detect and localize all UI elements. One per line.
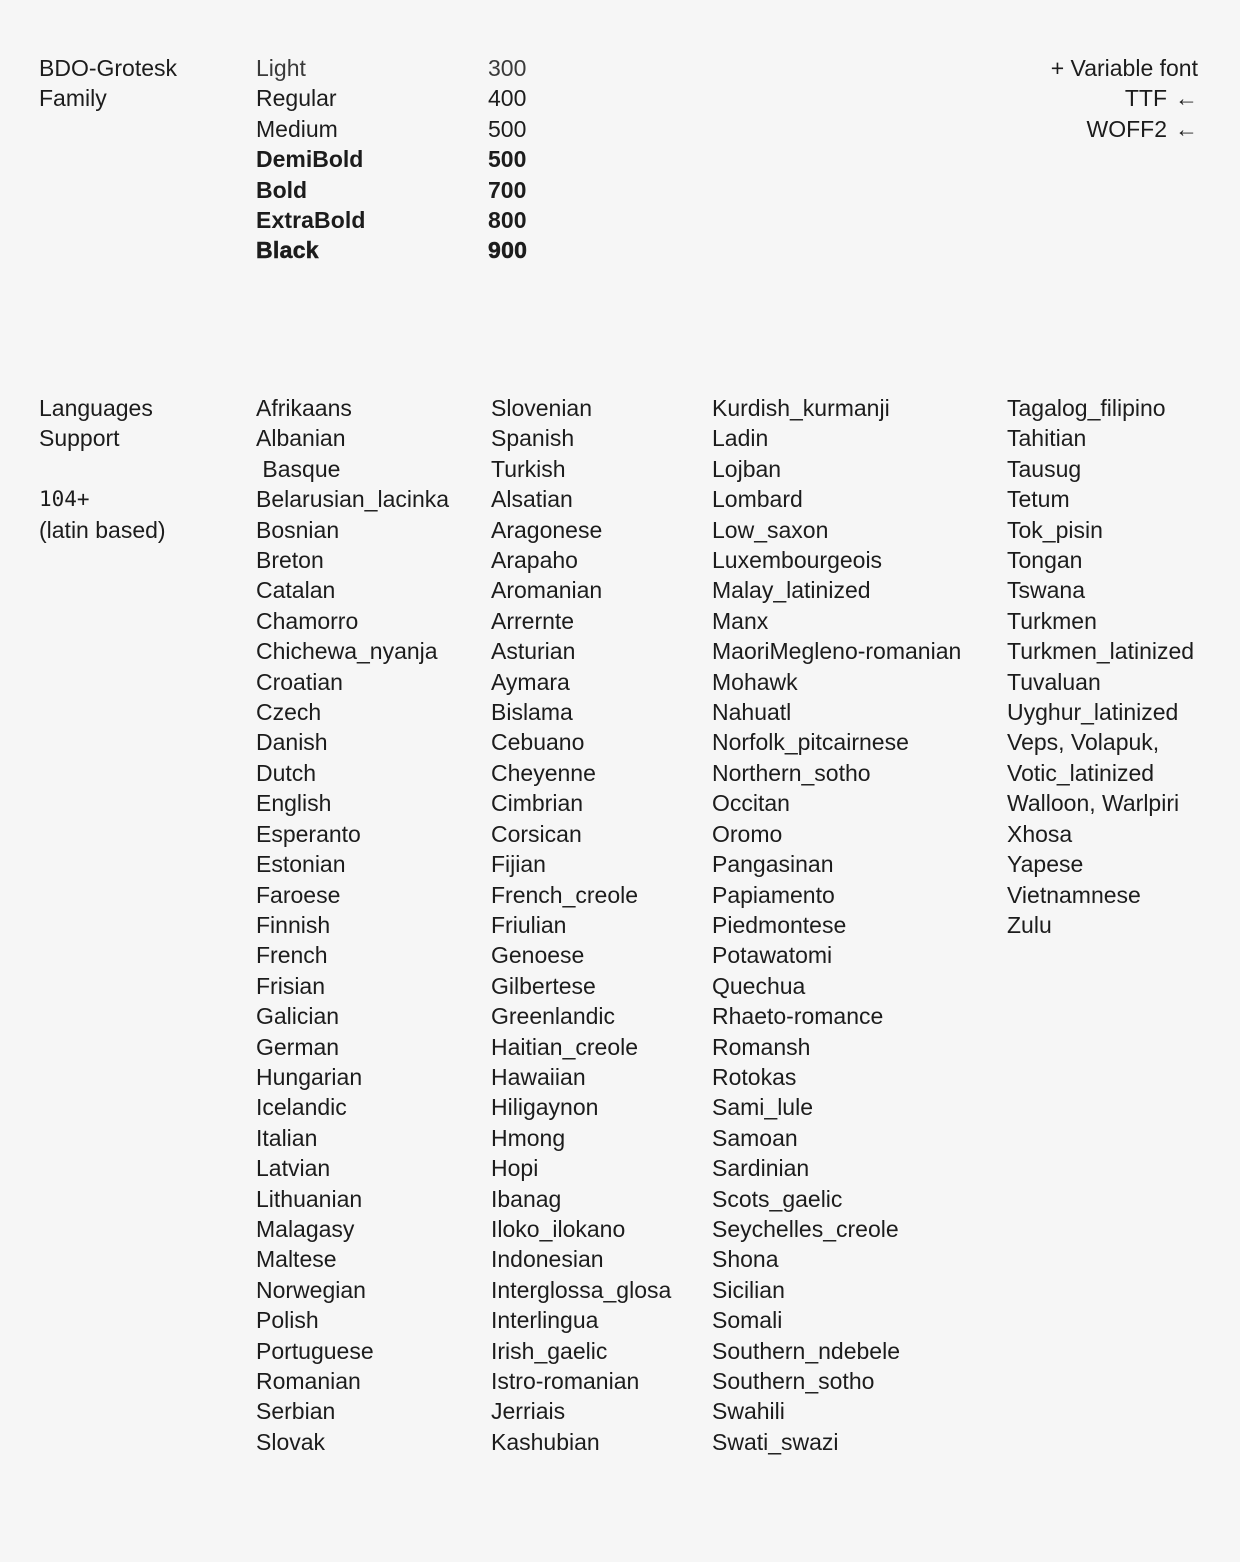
- language-item: French: [256, 942, 328, 969]
- language-item: Pangasinan: [712, 851, 834, 878]
- weight-name-demibold: DemiBold: [256, 146, 364, 173]
- language-item: Gilbertese: [491, 972, 596, 999]
- language-item: Zulu: [1007, 911, 1052, 938]
- weight-value-bold: 700: [488, 176, 527, 203]
- language-item: Hiligaynon: [491, 1094, 599, 1121]
- language-item: Greenlandic: [491, 1003, 616, 1030]
- language-item: Tahitian: [1007, 425, 1087, 452]
- ttf-label: TTF: [1124, 85, 1167, 112]
- languages-note: (latin based): [39, 516, 166, 543]
- language-item: Breton: [256, 547, 324, 574]
- language-item: Cimbrian: [491, 790, 584, 817]
- language-item: Sardinian: [712, 1155, 810, 1182]
- weight-value-light: 300: [488, 55, 527, 81]
- language-item: Norfolk_pitcairnese: [712, 729, 909, 756]
- language-column-2: [491, 393, 671, 1457]
- language-item: Hungarian: [256, 1063, 363, 1090]
- language-item: Danish: [256, 729, 328, 756]
- language-item: Malay_latinized: [712, 577, 871, 604]
- language-item: Somali: [712, 1307, 783, 1334]
- language-item: Kashubian: [491, 1428, 600, 1455]
- language-item: Fijian: [491, 851, 546, 878]
- weight-values-list: [488, 53, 527, 266]
- languages-count: 104+: [39, 487, 90, 512]
- language-item: Icelandic: [256, 1094, 347, 1121]
- language-item: Walloon, Warlpiri: [1007, 790, 1180, 817]
- language-item: Swahili: [712, 1398, 785, 1425]
- language-item: Haitian_creole: [491, 1033, 639, 1060]
- language-item: Belarusian_lacinka: [256, 486, 450, 513]
- language-item: Nahuatl: [712, 699, 792, 726]
- weight-name-light: Light: [256, 55, 306, 81]
- language-item: Alsatian: [491, 486, 573, 513]
- language-item: Esperanto: [256, 820, 361, 847]
- language-item: Veps, Volapuk,: [1007, 729, 1160, 756]
- language-item: Low_saxon: [712, 516, 829, 543]
- language-item: Mohawk: [712, 668, 798, 695]
- arrow-left-icon: ←: [1175, 115, 1198, 142]
- language-item: Oromo: [712, 820, 783, 847]
- language-item: Iloko_ilokano: [491, 1215, 626, 1242]
- language-column-3: [712, 393, 961, 1457]
- language-item: Aragonese: [491, 516, 603, 543]
- language-item: Tuvaluan: [1007, 668, 1101, 695]
- language-item: Romansh: [712, 1033, 811, 1060]
- language-item: Ibanag: [491, 1185, 562, 1212]
- language-item: Swati_swazi: [712, 1428, 839, 1455]
- language-item: Southern_ndebele: [712, 1337, 900, 1364]
- language-item: Romanian: [256, 1368, 361, 1394]
- weight-names-list: [256, 53, 366, 266]
- language-item: Maltese: [256, 1246, 337, 1273]
- language-item: Interlingua: [491, 1307, 599, 1334]
- language-item: Northern_sotho: [712, 759, 871, 786]
- woff2-download-link[interactable]: [1051, 114, 1198, 144]
- language-item: Xhosa: [1007, 820, 1073, 847]
- languages-label: [39, 393, 166, 545]
- language-item: Basque: [256, 455, 341, 482]
- family-subtitle: Family: [39, 85, 107, 112]
- language-item: Rotokas: [712, 1063, 797, 1090]
- language-item: Asturian: [491, 638, 576, 665]
- language-item: Turkmen_latinized: [1007, 638, 1195, 665]
- ttf-download-link[interactable]: [1051, 83, 1198, 113]
- language-item: Czech: [256, 699, 322, 726]
- language-item: Votic_latinized: [1007, 759, 1155, 786]
- language-item: Ladin: [712, 425, 769, 452]
- language-item: Shona: [712, 1246, 779, 1273]
- language-item: Afrikaans: [256, 395, 352, 421]
- language-item: Malagasy: [256, 1215, 355, 1242]
- language-item: Lithuanian: [256, 1185, 363, 1212]
- language-item: Tetum: [1007, 486, 1070, 513]
- language-item: Bosnian: [256, 516, 340, 543]
- language-item: Cebuano: [491, 729, 585, 756]
- language-item: Slovenian: [491, 395, 593, 421]
- language-item: Finnish: [256, 911, 331, 938]
- languages-title-line1: Languages: [39, 395, 153, 421]
- language-item: Genoese: [491, 942, 585, 969]
- language-item: Albanian: [256, 425, 346, 452]
- language-item: Turkish: [491, 455, 566, 482]
- language-item: Potawatomi: [712, 942, 833, 969]
- weight-name-bold: Bold: [256, 176, 308, 203]
- language-item: Serbian: [256, 1398, 336, 1425]
- language-item: Tausug: [1007, 455, 1082, 482]
- arrow-left-icon: ←: [1175, 85, 1198, 112]
- language-item: Chichewa_nyanja: [256, 638, 438, 665]
- variable-font-link[interactable]: + Variable font: [1050, 55, 1198, 81]
- language-item: MaoriMegleno-romanian: [712, 638, 962, 665]
- language-item: Corsican: [491, 820, 582, 847]
- language-item: German: [256, 1033, 340, 1060]
- language-item: Frisian: [256, 972, 326, 999]
- language-item: Istro-romanian: [491, 1368, 640, 1394]
- language-item: Friulian: [491, 911, 567, 938]
- weight-name-medium: Medium: [256, 115, 338, 142]
- language-column-1: [256, 393, 449, 1457]
- language-item: Seychelles_creole: [712, 1215, 899, 1242]
- language-item: Arapaho: [491, 547, 578, 574]
- language-item: Interglossa_glosa: [491, 1276, 672, 1303]
- language-item: Norwegian: [256, 1276, 366, 1303]
- language-item: Faroese: [256, 881, 341, 908]
- language-item: Hawaiian: [491, 1063, 586, 1090]
- language-item: Hopi: [491, 1155, 539, 1182]
- language-item: Quechua: [712, 972, 806, 999]
- language-item: Tagalog_filipino: [1007, 395, 1166, 421]
- language-item: Croatian: [256, 668, 343, 695]
- language-item: Rhaeto-romance: [712, 1003, 884, 1030]
- language-item: Arrernte: [491, 607, 575, 634]
- language-item: Chamorro: [256, 607, 359, 634]
- language-column-4: [1007, 393, 1194, 940]
- language-item: Papiamento: [712, 881, 835, 908]
- language-item: English: [256, 790, 332, 817]
- language-item: Galician: [256, 1003, 340, 1030]
- language-item: Yapese: [1007, 851, 1084, 878]
- language-item: Sicilian: [712, 1276, 785, 1303]
- language-item: Portuguese: [256, 1337, 374, 1364]
- woff2-label: WOFF2: [1086, 115, 1167, 142]
- language-item: Samoan: [712, 1124, 798, 1151]
- language-item: Tok_pisin: [1007, 516, 1103, 543]
- language-item: Vietnamnese: [1007, 881, 1141, 908]
- weight-value-demibold: 500: [488, 146, 527, 173]
- language-item: Aymara: [491, 668, 570, 695]
- weight-name-extrabold: ExtraBold: [256, 207, 366, 234]
- language-item: Slovak: [256, 1428, 326, 1455]
- language-item: Dutch: [256, 759, 317, 786]
- language-item: Turkmen: [1007, 607, 1097, 634]
- weight-name-regular: Regular: [256, 85, 337, 112]
- family-name: BDO-Grotesk: [39, 55, 178, 81]
- language-item: Spanish: [491, 425, 575, 452]
- language-item: Piedmontese: [712, 911, 847, 938]
- language-item: Bislama: [491, 699, 573, 726]
- language-item: Polish: [256, 1307, 319, 1334]
- language-item: Sami_lule: [712, 1094, 813, 1121]
- language-item: Estonian: [256, 851, 346, 878]
- language-item: Indonesian: [491, 1246, 604, 1273]
- weight-value-extrabold: 800: [488, 207, 527, 234]
- weight-value-black: 900: [488, 237, 528, 264]
- language-item: Tswana: [1007, 577, 1085, 604]
- language-item: Occitan: [712, 790, 790, 817]
- language-item: Luxembourgeois: [712, 547, 883, 574]
- family-label: [39, 53, 177, 114]
- weight-value-regular: 400: [488, 85, 527, 112]
- language-item: Irish_gaelic: [491, 1337, 608, 1364]
- language-item: Scots_gaelic: [712, 1185, 843, 1212]
- language-item: Catalan: [256, 577, 336, 604]
- language-item: Latvian: [256, 1155, 331, 1182]
- downloads-panel: [1051, 53, 1198, 144]
- language-item: Lombard: [712, 486, 803, 513]
- language-item: Kurdish_kurmanji: [712, 395, 890, 421]
- language-item: Italian: [256, 1124, 318, 1151]
- language-item: Jerriais: [491, 1398, 566, 1425]
- language-item: Aromanian: [491, 577, 603, 604]
- language-item: Cheyenne: [491, 759, 596, 786]
- language-item: French_creole: [491, 881, 639, 908]
- language-item: Southern_sotho: [712, 1368, 875, 1394]
- language-item: Hmong: [491, 1124, 566, 1151]
- language-item: Tongan: [1007, 547, 1083, 574]
- language-item: Lojban: [712, 455, 782, 482]
- language-item: Uyghur_latinized: [1007, 699, 1179, 726]
- languages-title-line2: Support: [39, 425, 120, 452]
- weight-name-black: Black: [256, 237, 319, 264]
- language-item: Manx: [712, 607, 769, 634]
- weight-value-medium: 500: [488, 115, 527, 142]
